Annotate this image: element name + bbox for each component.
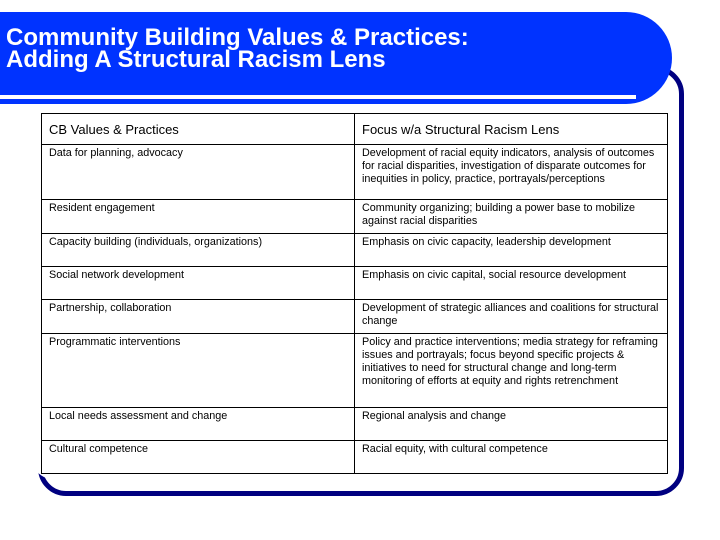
table-cell-value: Local needs assessment and change <box>42 408 355 441</box>
slide-title: Community Building Values & Practices: Adding A Structural Racism Lens <box>6 24 469 73</box>
table-row <box>42 408 668 441</box>
table-cell-focus: Emphasis on civic capacity, leadership development <box>355 234 668 267</box>
table-row <box>42 441 668 474</box>
header-cb-values: CB Values & Practices <box>42 114 355 145</box>
table-cell-focus: Community organizing; building a power base to mobilize against racial disparities <box>355 200 668 234</box>
table-cell-focus: Emphasis on civic capital, social resource development <box>355 267 668 300</box>
table-cell-value: Cultural competence <box>42 441 355 474</box>
table-cell-focus: Regional analysis and change <box>355 408 668 441</box>
table-cell-focus: Development of racial equity indicators, analysis of outcomes for racial disparities, investigation of disparate outcomes for inequities in policy, practice, portrayals/perceptions <box>355 145 668 200</box>
table-row <box>42 334 668 408</box>
table-row <box>42 300 668 334</box>
table-row <box>42 200 668 234</box>
table-cell-focus: Development of strategic alliances and coalitions for structural change <box>355 300 668 334</box>
values-practices-table <box>41 113 668 474</box>
table-cell-value: Social network development <box>42 267 355 300</box>
table-row <box>42 267 668 300</box>
table-row <box>42 145 668 200</box>
header-structural-focus: Focus w/a Structural Racism Lens <box>355 114 668 145</box>
table-row <box>42 234 668 267</box>
table-cell-value: Partnership, collaboration <box>42 300 355 334</box>
table-cell-value: Capacity building (individuals, organizations) <box>42 234 355 267</box>
table-cell-focus: Racial equity, with cultural competence <box>355 441 668 474</box>
table-cell-value: Data for planning, advocacy <box>42 145 355 200</box>
table-cell-value: Resident engagement <box>42 200 355 234</box>
title-underline <box>0 95 636 99</box>
table-cell-value: Programmatic interventions <box>42 334 355 408</box>
table-header-row <box>42 114 668 145</box>
table-cell-focus: Policy and practice interventions; media strategy for reframing issues and portrayals; focus beyond specific projects & initiatives to need for structural change and long-term monitoring of efforts at equity and rights retrenchment <box>355 334 668 408</box>
